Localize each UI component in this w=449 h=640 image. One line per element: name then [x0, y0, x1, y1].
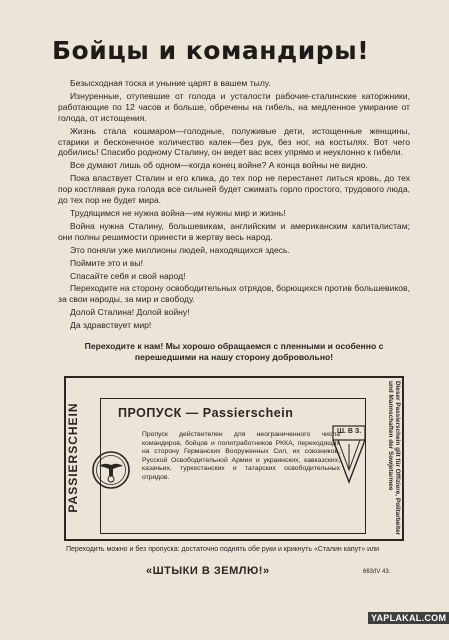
- paragraph: Трудящимся не нужна война—им нужны мир и жизнь!: [70, 207, 286, 218]
- paragraph: Переходите на сторону освободительных отрядов, борющихся против большевиков, за свои народы, за мир и свободу.: [58, 283, 410, 305]
- flag-label: Ш. В З.: [337, 428, 362, 435]
- pass-text: Пропуск действителен для неограниченного числа командиров, бойцов и политработников РККА, переходящих на сторону Германских Вооруженных Сил, их союзников, Русской Освободительной Армии и украинских, кавказских, казачьих, туркестанских и татарских освободительных отрядов.: [142, 431, 340, 481]
- watermark: YAPLAKAL.COM: [368, 612, 449, 624]
- leaflet-body: [58, 78, 410, 333]
- paragraph: Поймите это и вы!: [70, 257, 143, 268]
- paragraph: Изнуренные, отупевшие от голода и усталости рабочие-сталинские каторжники, работающие по 12 часов и больше, обречены на гибель, на медленное умирание от голода, от истощения.: [58, 90, 410, 123]
- pass-side-label: PASSIERSCHEIN: [66, 402, 80, 513]
- paragraph: Безысходная тоска и уныние царят в вашем тылу.: [70, 78, 271, 88]
- paragraph: Война нужна Сталину, большевикам, английским и американским капиталистам; они полны решимости принести в жертву весь народ.: [58, 220, 410, 242]
- paragraph: Спасайте себя и свой народ!: [70, 270, 186, 281]
- paragraph: Все думают лишь об одном—когда конец войне? А конца войны не видно.: [70, 160, 368, 171]
- slogan: «ШТЫКИ В ЗЕМЛЮ!»: [146, 565, 270, 577]
- appeal-text: Переходите к нам! Мы хорошо обращаемся с пленными и особенно с перешедшими на нашу сторону добровольно!: [84, 341, 384, 362]
- paragraph: Пока властвует Сталин и его клика, до тех пор не перестанет литься кровь, до тех пор костлявая рука голода все сильней будет сжимать горло простого, трудового люда, до тех пор не будет мира.: [58, 173, 410, 206]
- eagle-emblem-icon: [91, 450, 131, 490]
- footer-note: Переходить можно и без пропуска: достаточно поднять обе руки и крикнуть «Сталин капут» или: [66, 546, 380, 553]
- print-code: 663/IV 43.: [363, 569, 391, 575]
- paragraph: Долой Сталина! Долой войну!: [70, 307, 190, 318]
- pass-title: ПРОПУСК — Passierschein: [118, 406, 294, 420]
- leaflet-title: Бойцы и командиры!: [52, 36, 370, 65]
- paragraph: Это поняли уже миллионы людей, находящихся здесь.: [70, 244, 290, 255]
- pass-german-note: Dieser Passierschein gilt für Offiziere, Politarbeiter und Mannschaften der Sowjetarmee: [386, 381, 401, 536]
- paragraph: Жизнь стала кошмаром—голодные, полуживые дети, истощенные женщины, старики и бесконечное количество калек—без рук, без ног, на костылях. Вот чего добились! Спасибо родному Сталину, он ведет вас всех упрямо и неуклонно к гибели.: [58, 125, 410, 158]
- paragraph: Да здравствует мир!: [70, 320, 152, 331]
